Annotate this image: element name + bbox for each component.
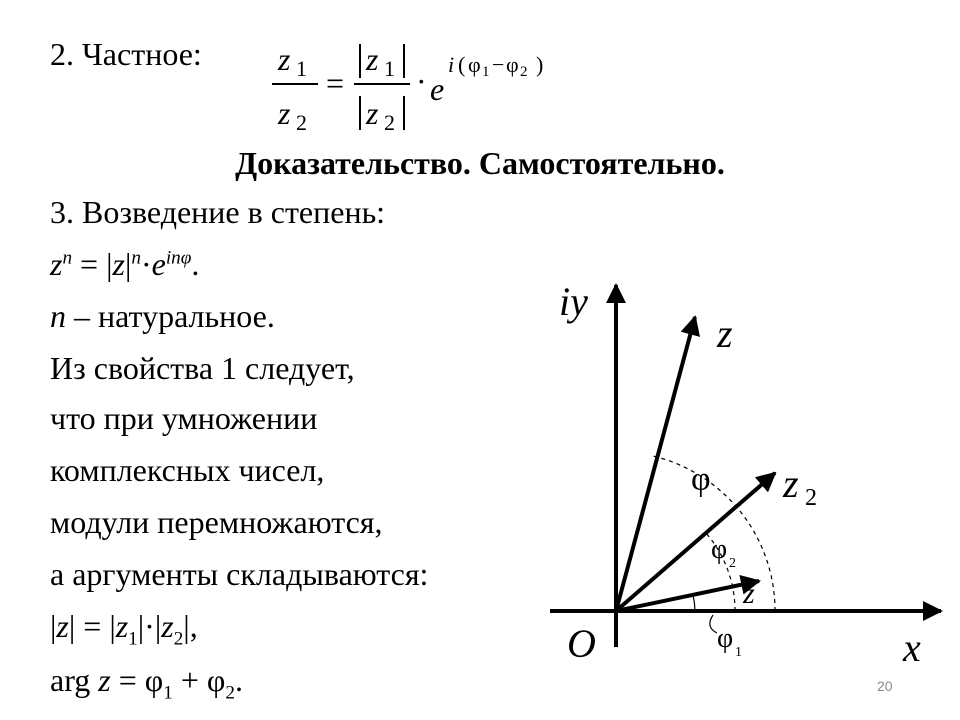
z2-label: z xyxy=(783,461,799,506)
z-label: z xyxy=(717,311,733,356)
body-line-5: а аргументы складываются: xyxy=(50,556,429,592)
lhs-numerator: z xyxy=(278,41,291,77)
multiply-dot: · xyxy=(416,63,427,99)
af-s1: 1 xyxy=(163,682,173,704)
arc-phi1-a xyxy=(693,595,695,611)
y-axis-label: iy xyxy=(559,279,588,324)
phi1-label-sub: 1 xyxy=(735,645,742,660)
power-formula xyxy=(50,244,199,284)
rhs-denominator: z xyxy=(366,95,379,131)
pf-z2: z xyxy=(112,246,125,282)
mf-s1: 1 xyxy=(128,628,138,650)
equals-sign: = xyxy=(326,65,345,101)
lhs-denominator-sub: 2 xyxy=(296,110,307,135)
af-s2: 2 xyxy=(225,682,235,704)
lhs-numerator-sub: 1 xyxy=(296,56,307,81)
exp-e: e xyxy=(430,71,445,107)
pf-z: z xyxy=(50,246,63,282)
phi2-label-sub: 2 xyxy=(729,556,736,571)
af-arg: arg xyxy=(50,662,99,698)
rhs-numerator: z xyxy=(366,41,379,77)
arg-formula xyxy=(50,660,243,704)
pf-e: e xyxy=(151,246,166,282)
pf-dot: · xyxy=(140,246,152,282)
vector-z1 xyxy=(616,581,759,611)
pf-exp: inφ xyxy=(165,247,192,269)
mf-dot: |·| xyxy=(137,608,162,644)
pf-period: . xyxy=(191,246,200,282)
natural-text: – натуральное. xyxy=(66,298,275,334)
mf-z: z xyxy=(56,608,69,644)
heading-quotient: 2. Частное: xyxy=(50,36,202,72)
af-eq: = φ xyxy=(110,662,164,698)
af-period: . xyxy=(234,662,243,698)
pf-n: n xyxy=(62,247,73,269)
body-line-4: модули перемножаются, xyxy=(50,504,383,540)
lhs-denominator: z xyxy=(278,95,291,131)
body-line-1: Из свойства 1 следует, xyxy=(50,350,355,386)
heading-power: 3. Возведение в степень: xyxy=(50,194,386,230)
quotient-formula xyxy=(262,18,582,138)
exp-phi1: φ xyxy=(468,52,481,77)
exp-phi2: φ xyxy=(506,52,519,77)
phi2-label: φ xyxy=(711,534,728,565)
vector-z xyxy=(616,317,695,611)
z1-label: z xyxy=(743,577,755,610)
natural-line xyxy=(50,296,275,336)
proof-note: Доказательство. Самостоятельно. xyxy=(235,145,725,181)
exp-i: i xyxy=(448,52,455,77)
complex-plane-diagram xyxy=(545,275,945,675)
mf-close: |, xyxy=(183,608,198,644)
mf-z1: z xyxy=(115,608,129,644)
exp-sub2: 2 xyxy=(520,64,528,80)
pf-bar: | xyxy=(124,246,132,282)
pf-eq: = | xyxy=(72,246,113,282)
arc-phi1-b xyxy=(710,615,717,633)
exp-sub1: 1 xyxy=(482,64,490,80)
pf-n2: n xyxy=(131,247,141,269)
mf-open: | xyxy=(50,608,57,644)
z2-label-sub: 2 xyxy=(805,485,817,511)
body-line-2: что при умножении xyxy=(50,400,318,436)
exp-minus: − xyxy=(492,52,505,77)
af-z: z xyxy=(98,662,111,698)
rhs-denominator-sub: 2 xyxy=(384,110,395,135)
mf-s2: 2 xyxy=(173,628,184,650)
slide-number: 20 xyxy=(877,678,893,694)
exp-close-paren: ) xyxy=(536,52,544,77)
x-axis-label: x xyxy=(903,625,921,670)
origin-label: O xyxy=(567,621,596,666)
modulus-formula xyxy=(50,606,198,650)
mf-z2: z xyxy=(161,608,174,644)
af-plus: + φ xyxy=(172,662,226,698)
mf-mid: | = | xyxy=(68,608,116,644)
rhs-numerator-sub: 1 xyxy=(384,56,395,81)
natural-n: n xyxy=(50,298,66,334)
phi-label: φ xyxy=(691,461,711,498)
phi1-label: φ xyxy=(717,623,734,654)
body-line-3: комплексных чисел, xyxy=(50,452,325,488)
exp-open-paren: ( xyxy=(458,52,466,77)
